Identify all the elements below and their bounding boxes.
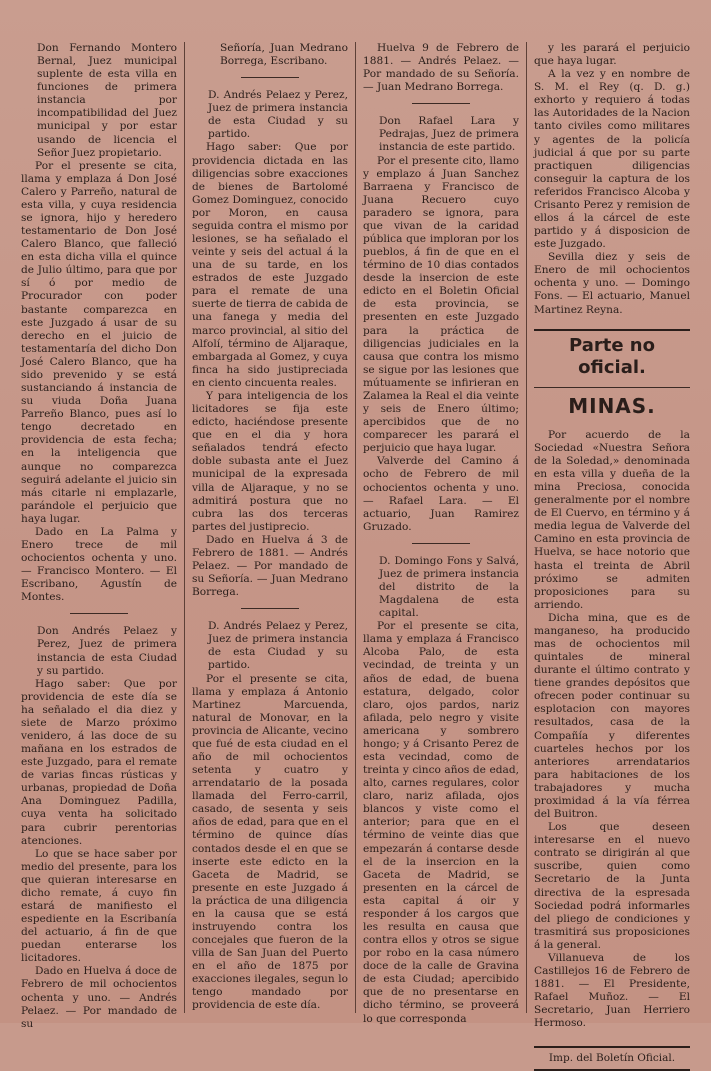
edict-signature: Dado en La Palma y Enero trece de mil ochocientos ochenta y uno. — Francisco Montero. — El Escribano, Agustín de Montes.: [21, 525, 177, 604]
column-1: [14, 42, 184, 1030]
edict-body: Lo que se hace saber por medio del presente, para los que quieran interesarse en dicho remate, á cuyo fin estará de manifiesto el espediente en la Escribanía del actuario, á fin de que puedan enterarse los licitadores.: [21, 847, 177, 965]
edict-heading: Don Rafael Lara y Pedrajas, Juez de primera instancia de este partido.: [379, 115, 519, 154]
separator-rule: [70, 613, 128, 614]
edict-body: Hago saber: Que por providencia de este día se ha señalado el dia diez y siete de Marzo próximo venidero, á las doce de su mañana en los estrados de este Juzgado, para el remate de varias fincas rústicas y urbanas, propiedad de Doña Ana Dominguez Padilla, cuya venta ha solicitado para cubrir perentorias atenciones.: [21, 677, 177, 847]
separator-rule: [412, 103, 470, 104]
edict-body: Por el presente se cita, llama y emplaza á Francisco Alcoba Palo, de esta vecindad, de treinta y un años de edad, de buena estatura, delgado, color claro, ojos pardos, nariz afilada, pelo negro y visite americana y sombrero hongo; y á Crisanto Perez de esta vecindad, como de treinta y cinco años de edad, alto, carnes regulares, color claro, nariz afilada, ojos blancos y viste como el anterior; para que en el término de veinte dias que empezarán á contarse desde el de la insercion en la Gaceta de Madrid, se presenten en la cárcel de esta capital á oir y responder á los cargos que les resulta en causa que contra ellos y otros se sigue por robo en la casa número doce de la calle de Gravina de esta Ciudad; apercibido que de no presentarse en dicho término, se proveerá lo que corresponda: [363, 620, 519, 1025]
section-rule: [534, 329, 690, 331]
edict-heading: Don Fernando Montero Bernal, Juez municipal suplente de esta villa en funciones de primera instancia por incompatibilidad del Juez municipal y por estar usando de licencia el Señor Juez propietario.: [37, 42, 177, 159]
notice-body: Los que deseen interesarse en el nuevo contrato se dirigirán al que suscribe, quien como Secretario de la Junta directiva de la espresada Sociedad podrá informarles del pliego de condiciones y trasmitirá sus proposiciones á la general.: [534, 821, 690, 951]
printer-imprint: Imp. del Boletín Oficial.: [534, 1046, 690, 1071]
column-3: [355, 42, 526, 1025]
edict-heading: Don Andrés Pelaez y Perez, Juez de primera instancia de esta Ciudad y su partido.: [37, 625, 177, 677]
edict-signature: Dado en Huelva á 3 de Febrero de 1881. — Andrés Pelaez. — Por mandado de su Señoría. — Juan Medrano Borrega.: [192, 533, 348, 599]
notice-signature: Villanueva de los Castillejos 16 de Febrero de 1881. — El Presidente, Rafael Muñoz. — El Secretario, Juan Herriero Hermoso.: [534, 951, 690, 1030]
separator-rule: [412, 543, 470, 544]
edict-signature: Dado en Huelva á doce de Febrero de mil ochocientos ochenta y uno. — Andrés Pelaez. — Por mandado de su: [21, 965, 177, 1030]
section-rule: [534, 387, 690, 388]
edict-body: Por el presente se cita, llama y emplaza á Don José Calero y Parreño, natural de esta villa, y cuya residencia se ignora, hijo y heredero testamentario de Don José Calero Blanco, que falleció en esta dicha villa el quince de Julio último, para que por sí ó por medio de Procurador con poder bastante comparezca en este Juzgado á usar de su derecho en el juicio de testamentaría del dicho Don José Calero Blanco, que ha sido prevenido y se está sustanciando á instancia de su viuda Doña Juana Parreño Blanco, pues así lo tengo decretado en providencia de esta fecha; en la inteligencia que aunque no comparezca seguirá adelante el juicio sin más citarle ni emplazarle, parándole el perjuicio que haya lugar.: [21, 159, 177, 525]
edict-signature: Valverde del Camino á ocho de Febrero de mil ochocientos ochenta y uno. — Rafael Lara. — El actuario, Juan Ramirez Gruzado.: [363, 455, 519, 533]
section-title-unofficial: Parte no oficial.: [569, 334, 655, 378]
edict-body: y les parará el perjuicio que haya lugar.: [534, 42, 690, 68]
notice-body: Por acuerdo de la Sociedad «Nuestra Señora de la Soledad,» denominada en esta villa y dueña de la mina Preciosa, conocida generalmente por el nombre de El Cuervo, en término y á media legua de Valverde del Camino en esta provincia de Huelva, se hace notorio que hasta el treinta de Abril próximo se admiten proposiciones para su arriendo.: [534, 428, 690, 611]
edict-signature: Huelva 9 de Febrero de 1881. — Andrés Pelaez. — Por mandado de su Señoría. — Juan Medrano Borrega.: [363, 42, 519, 94]
edict-body: A la vez y en nombre de S. M. el Rey (q. D. g.) exhorto y requiero á todas las Autoridades de la Nacion tanto civiles como militares y agentes de la policía judicial á que por su parte practiquen diligencias conseguir la captura de los referidos Francisco Alcoba y Crisanto Perez y remision de ellos á la cárcel de este partido y á disposicion de este Juzgado.: [534, 68, 690, 251]
edict-body: Hago saber: Que por providencia dictada en las diligencias sobre exacciones de bienes de Bartolomé Gomez Dominguez, conocido por Moron, en causa seguida contra el mismo por lesiones, se ha señalado el veinte y seis del actual á la una de su tarde, en los estrados de este Juzgado para el remate de una suerte de tierra de cabida de una fanega y media del marco provincial, al sitio del Alfolí, término de Aljaraque, embargada al Gomez, y cuya finca ha sido justipreciada en ciento cincuenta reales.: [192, 141, 348, 389]
edict-heading: D. Domingo Fons y Salvá, Juez de primera instancia del distrito de la Magdalena de esta capital.: [379, 554, 519, 620]
edict-body: Por el presente cito, llamo y emplazo á Juan Sanchez Barraena y Francisco de Juana Recuero cuyo paradero se ignora, para que vivan de la caridad pública que imploran por los pueblos, á fin de que en el término de 10 dias contados desde la insercion de este edicto en el Boletin Oficial de esta provincia, se presenten en este Juzgado para la práctica de diligencias judiciales en la causa que contra los mismo se sigue por las lesiones que mútuamente se infirieran en Zalamea la Real el dia veinte y seis de Enero último; apercibidos que de no comparecer les parará el perjuicio que haya lugar.: [363, 154, 519, 455]
column-4: [526, 42, 697, 1065]
edict-signature: Señoría, Juan Medrano Borrega, Escribano.: [220, 42, 348, 68]
edict-heading: D. Andrés Pelaez y Perez, Juez de primera instancia de esta Ciudad y su partido.: [208, 620, 348, 672]
column-container: [14, 42, 697, 1065]
edict-signature: Sevilla diez y seis de Enero de mil ochocientos ochenta y uno. — Domingo Fons. — El actuario, Manuel Martinez Reyna.: [534, 251, 690, 316]
separator-rule: [241, 77, 299, 78]
edict-body: Y para inteligencia de los licitadores se fija este edicto, haciéndose presente que en el dia y hora señalados tendrá efecto doble subasta ante el Juez municipal de la expresada villa de Aljaraque, y no se admitirá postura que no cubra las dos terceras partes del justiprecio.: [192, 389, 348, 533]
notice-body: Dicha mina, que es de manganeso, ha producido mas de ochocientos mil quintales de mineral durante el último contrato y tiene grandes depósitos que ofrecen poder continuar su esplotacion con mayores resultados, casa de la Compañía y diferentes cuarteles hechos por los anteriores arrendatarios para habitaciones de los trabajadores y mucha proximidad á la vía férrea del Buitron.: [534, 611, 690, 821]
separator-rule: [241, 608, 299, 609]
section-title-minas: MINAS.: [568, 394, 656, 419]
edict-body: Por el presente se cita, llama y emplaza á Antonio Martinez Marcuenda, natural de Monovar, en la provincia de Alicante, vecino que fué de esta ciudad en el año de mil ochocientos setenta y cuatro y arrendatario de la posada llamada del Ferro-carril, casado, de sesenta y seis años de edad, para que en el término de quince días contados desde el en que se inserte este edicto en la Gaceta de Madrid, se presente en este Juzgado á la práctica de una diligencia en la causa que se está instruyendo contra los concejales que fueron de la villa de San Juan del Puerto en el año de 1875 por exacciones ilegales, segun lo tengo mandado por providencia de este día.: [192, 672, 348, 1012]
edict-heading: D. Andrés Pelaez y Perez, Juez de primera instancia de esta Ciudad y su partido.: [208, 89, 348, 141]
column-2: [184, 42, 355, 1013]
